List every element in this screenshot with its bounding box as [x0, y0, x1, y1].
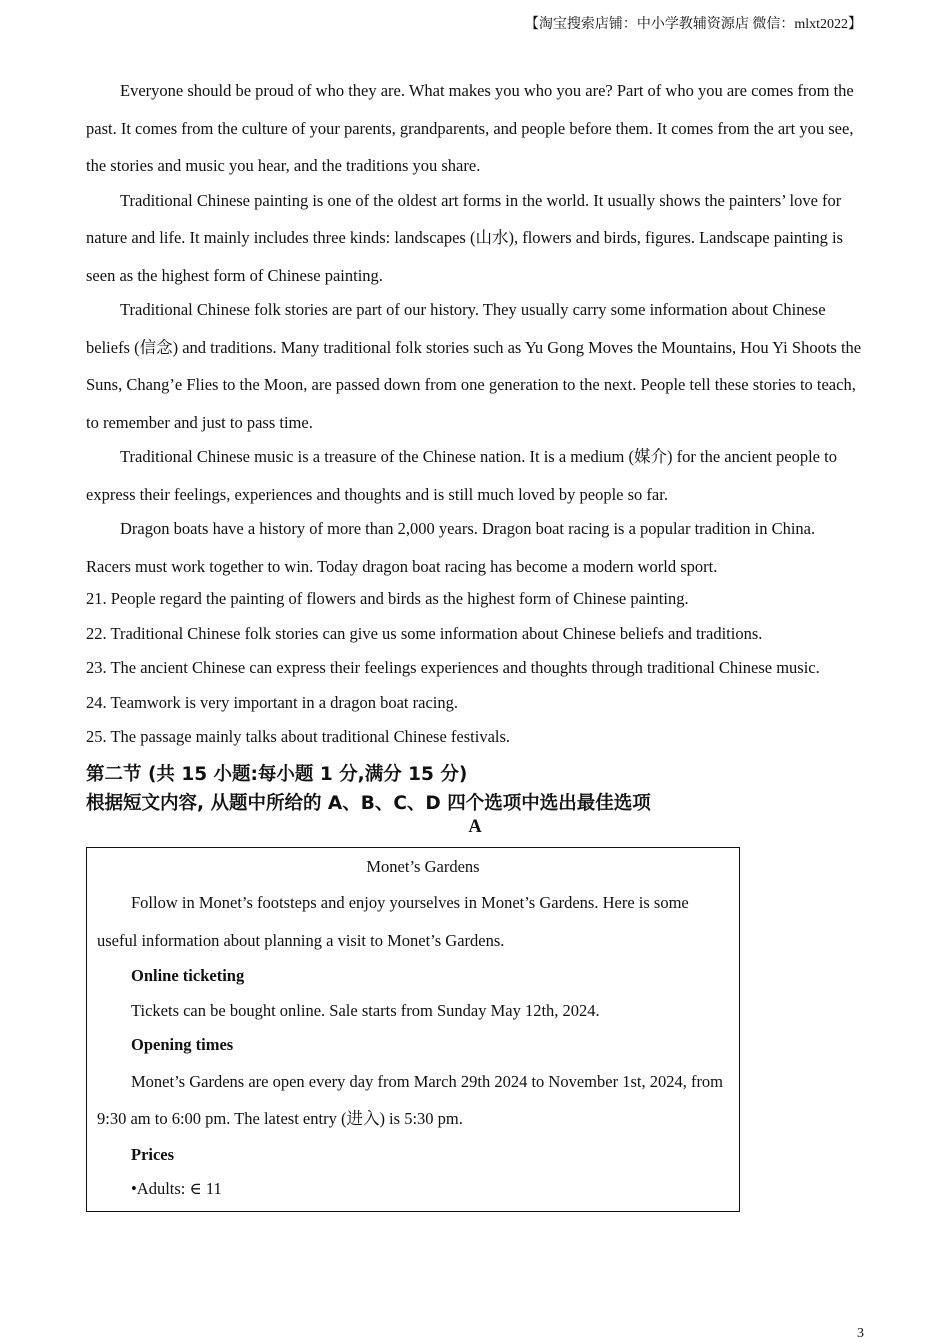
header-note: 【淘宝搜索店铺：中小学教辅资源店 微信：mlxt2022】	[524, 17, 862, 32]
prices-heading: Prices	[131, 1144, 175, 1164]
passage-paragraph-3: Traditional Chinese folk stories are part of our history. They usually carry some information about Chinese beliefs (信念) and traditions. Many traditional folk stories such as Yu Gong Moves the Mountains, Hou Yi Shoots the Suns, Chang’e Flies to the Moon, are passed down from one generation to the next. People tell these stories to teach, to remember and just to pass time.	[86, 300, 862, 432]
section-letter: A	[468, 817, 482, 837]
page-number: 3	[857, 1326, 864, 1341]
opening-heading: Opening times	[131, 1035, 234, 1055]
ticketing-heading: Online ticketing	[131, 966, 245, 985]
notice-box	[86, 847, 740, 1212]
statement-24: 24. Teamwork is very important in a dragon boat racing.	[86, 692, 458, 712]
statement-23: 23. The ancient Chinese can express their feelings experiences and thoughts through traditional Chinese music.	[86, 658, 820, 678]
notice-title: Monet’s Gardens	[366, 857, 480, 876]
opening-text: Monet’s Gardens are open every day from March 29th 2024 to November 1st, 2024, from 9:30 am to 6:00 pm. The latest entry (进入) is 5:30 pm.	[97, 1071, 724, 1129]
passage-paragraph-2: Traditional Chinese painting is one of the oldest art forms in the world. It usually shows the painters’ love for nature and life. It mainly includes three kinds: landscapes (山水), flowers and birds, figures. Landscape painting is seen as the highest form of Chinese painting.	[86, 190, 843, 285]
section-heading: 第二节 (共 15 小题:每小题 1 分,满分 15 分)	[86, 764, 468, 785]
passage-paragraph-5: Dragon boats have a history of more than 2,000 years. Dragon boat racing is a popular tradition in China. Racers must work together to win. Today dragon boat racing has become a modern world sport.	[86, 519, 816, 576]
true-false-statements	[86, 582, 864, 755]
statement-25: 25. The passage mainly talks about traditional Chinese festivals.	[86, 727, 511, 747]
passage-paragraph-4: Traditional Chinese music is a treasure of the Chinese nation. It is a medium (媒介) for the ancient people to express their feelings, experiences and thoughts and is still much loved by people so far.	[86, 447, 837, 504]
statement-21: 21. People regard the painting of flowers and birds as the highest form of Chinese painting.	[86, 589, 689, 608]
ticketing-text: Tickets can be bought online. Sale starts from Sunday May 12th, 2024.	[131, 1000, 600, 1020]
section-heading-block	[86, 760, 886, 818]
passage-paragraph-1: Everyone should be proud of who they are. What makes you who you are? Part of who you are comes from the past. It comes from the culture of your parents, grandparents, and people before them. It comes from the art you see, the stories and music you hear, and the traditions you share.	[86, 81, 854, 175]
notice-intro: Follow in Monet’s footsteps and enjoy yourselves in Monet’s Gardens. Here is some useful information about planning a visit to Monet’s Gardens.	[97, 893, 689, 950]
notice-content	[97, 850, 729, 1207]
reading-passage	[86, 72, 864, 582]
price-adults: •Adults: ∈ 11	[131, 1179, 222, 1199]
section-instruction: 根据短文内容, 从题中所给的 A、B、C、D 四个选项中选出最佳选项	[86, 793, 651, 814]
statement-22: 22. Traditional Chinese folk stories can give us some information about Chinese beliefs and traditions.	[86, 623, 763, 643]
